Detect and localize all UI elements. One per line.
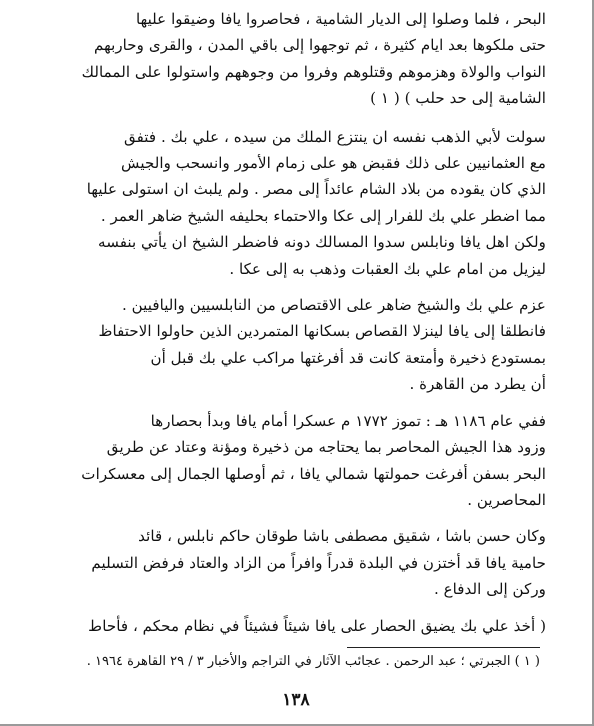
text-line: الذي كان يقوده من بلاد الشام عائداً إلى مصر . ولم يلبث ان استولى عليها: [86, 180, 546, 199]
text-line: عزم علي بك والشيخ ضاهر على الاقتصاص من النابلسيين واليافيين .: [121, 296, 546, 315]
paragraph-1: [46, 6, 546, 112]
page-number: ١٣٨: [282, 690, 310, 710]
paragraph-3: [46, 292, 546, 398]
text-line: مع العثمانيين على ذلك فقبض هو على زمام الأمور وانسحب والجيش: [121, 154, 546, 173]
text-line: حامية يافا قد أختزن في البلدة قدراً وافراً من الزاد والعتاد فرفض التسليم: [91, 553, 546, 572]
text-line: وركن إلى الدفاع .: [433, 580, 546, 599]
text-line: الشامية إلى حد حلب ) ( ١ ): [370, 89, 546, 108]
text-line: المحاصرين .: [467, 490, 546, 509]
body-text: [46, 6, 546, 639]
paragraph-6: [46, 613, 546, 639]
text-line: ليزيل من امام علي بك العقبات وذهب به إلى عكا .: [229, 259, 546, 278]
paragraph-2: [46, 124, 546, 282]
text-line: وكان حسن باشا ، شقيق مصطفى باشا طوقان حاكم نابلس ، قائد: [138, 527, 546, 546]
paragraph-4: [46, 408, 546, 514]
paragraph-5: [46, 523, 546, 602]
text-line: سولت لأبي الذهب نفسه ان ينتزع الملك من سيده ، علي بك . فتفق: [123, 127, 546, 146]
footnote-divider: [347, 647, 540, 648]
text-line: ففي عام ١١٨٦ هـ : تموز ١٧٧٢ م عسكرا أمام يافا وبدأ بحصارها: [150, 411, 546, 430]
text-line: البحر بسفن أفرغت حمولتها شمالي يافا ، ثم أوصلها الجمال إلى معسكرات: [81, 464, 546, 483]
text-line: مما اضطر علي بك للفرار إلى عكا والاحتماء بحليفه الشيخ ضاهر العمر .: [100, 206, 546, 225]
text-line: وزود هذا الجيش المحاصر بما يحتاجه من ذخيرة ومؤنة وعتاد عن طريق: [106, 438, 546, 457]
text-line: بمستودع ذخيرة وأمتعة كانت قد أفرغتها مراكب علي بك قبل أن: [150, 348, 546, 367]
text-line: ولكن اهل يافا ونابلس سدوا المسالك دونه فاضطر الشيخ ان يأتي بنفسه: [98, 233, 546, 252]
text-line: فانطلقا إلى يافا لينزلا القصاص بسكانها المتمردين الذين حاولوا الاحتفاظ: [98, 322, 546, 341]
text-line: ( أخذ علي بك يضيق الحصار على يافا شيئاً فشيئاً في نظام محكم ، فأحاط: [88, 616, 546, 635]
footnote: ( ١ ) الجبرتي ؛ عبد الرحمن . عجائب الآثار في التراجم والأخبار ٣ / ٢٩ القاهرة ١٩٦٤ .: [86, 654, 540, 669]
text-line: أن يطرد من القاهرة .: [409, 375, 546, 394]
text-line: حتى ملكوها بعد ايام كثيرة ، ثم توجهوا إلى باقي المدن ، والقرى وحاربهم: [93, 36, 546, 55]
text-line: البحر ، فلما وصلوا إلى الديار الشامية ، فحاصروا يافا وضيقوا عليها: [135, 10, 546, 28]
text-line: النواب والولاة وهزموهم وقتلوهم وفروا من وجوههم واستولوا على الممالك: [81, 62, 546, 81]
